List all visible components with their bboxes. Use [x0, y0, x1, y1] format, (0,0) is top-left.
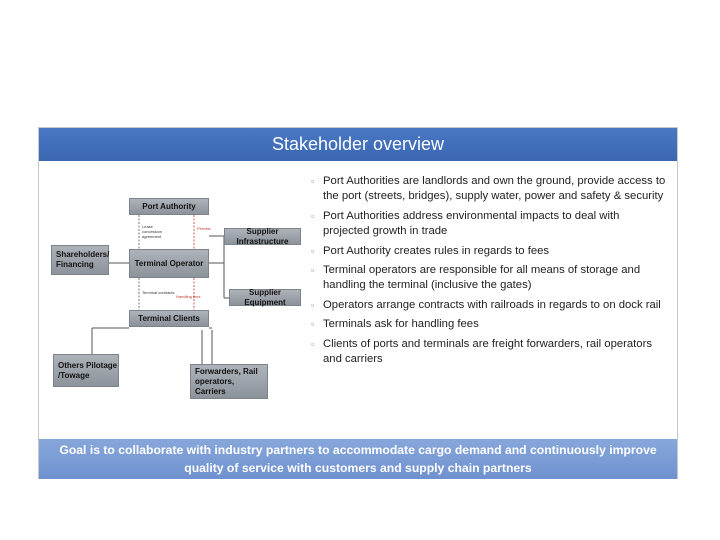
permits-label: Permits: [197, 226, 211, 231]
forwarders-box: Forwarders, Rail operators, Carriers: [190, 364, 268, 399]
supplier-infrastructure-box: Supplier Infrastructure: [224, 228, 301, 245]
lease-agreement-label: Lease concession agreement: [142, 224, 163, 239]
terminal-operator-box: Terminal Operator: [129, 249, 209, 278]
bullet-dot-icon: ▫: [311, 338, 315, 349]
stakeholder-diagram: [49, 186, 319, 414]
others-pilotage-box: Others Pilotage /Towage: [53, 354, 119, 387]
slide: [38, 127, 678, 479]
bullet-dot-icon: ▫: [311, 245, 315, 256]
bullet-list: [311, 174, 667, 371]
shareholders-box: Shareholders/ Financing: [51, 245, 109, 275]
slide-title: Stakeholder overview: [39, 128, 677, 161]
terminal-clients-box: Terminal Clients: [129, 310, 209, 327]
bullet-dot-icon: ▫: [311, 265, 315, 276]
port-authority-box: Port Authority: [129, 198, 209, 215]
bullet-item: ▫ Terminal operators are responsible for all means of storage and handling the terminal (inclusive the gates): [311, 264, 641, 292]
bullet-item: ▫ Port Authorities are landlords and own the ground, provide access to the port (streets, bridges), supply water, power and safety & security: [311, 175, 666, 203]
bullet-dot-icon: ▫: [311, 210, 315, 221]
bullet-item: ▫ Operators arrange contracts with railroads in regards to on dock rail: [311, 298, 667, 313]
bullet-item: ▫ Port Authority creates rules in regards to fees: [311, 244, 667, 259]
bullet-item: ▫ Terminals ask for handling fees: [311, 317, 667, 332]
bullet-item: ▫ Clients of ports and terminals are freight forwarders, rail operators and carriers: [311, 337, 653, 366]
supplier-equipment-box: Supplier Equipment: [229, 289, 301, 306]
terminal-contracts-label: Terminal contracts: [142, 290, 175, 295]
handling-fees-label: Handling fees: [176, 294, 201, 299]
bullet-dot-icon: ▫: [311, 299, 315, 310]
bullet-item: ▫ Port Authorities address environmental impacts to deal with projected growth in trade: [311, 209, 620, 238]
bullet-dot-icon: ▫: [311, 176, 315, 186]
goal-banner: Goal is to collaborate with industry partners to accommodate cargo demand and continuously improve quality of service with customers and supply chain partners: [39, 439, 677, 479]
bullet-dot-icon: ▫: [311, 319, 315, 330]
